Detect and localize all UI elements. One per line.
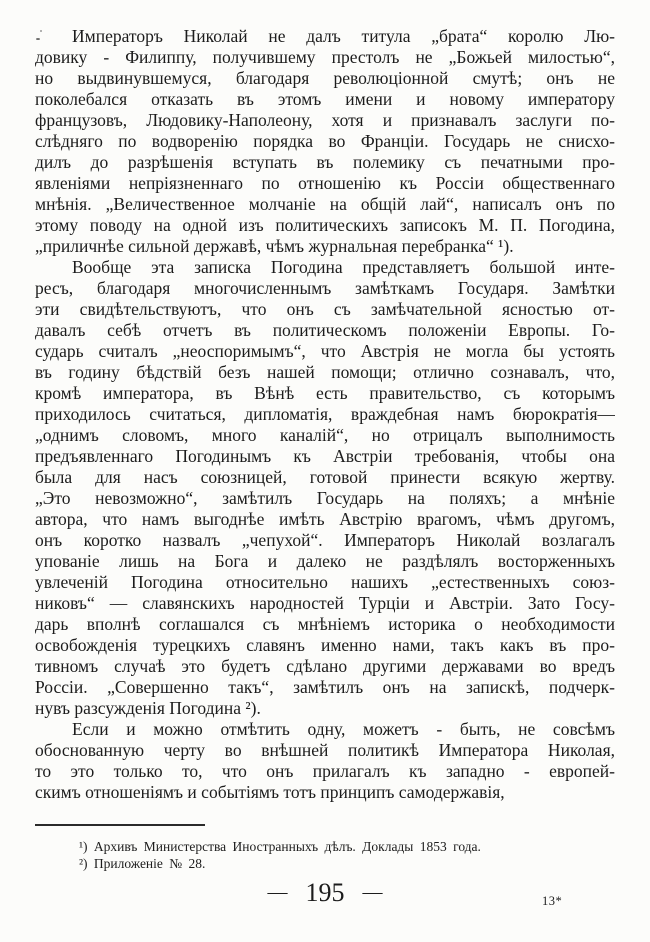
text-line: тивномъ случаѣ это будетъ сдѣлано другими державами во вредъ	[35, 656, 615, 676]
text-line: кромѣ императора, въ Вѣнѣ есть правительство, съ которымъ	[35, 383, 615, 403]
text-line: „приличнѣе сильной державѣ, чѣмъ журнальная перебранка“ ¹).	[35, 236, 514, 256]
text-line: Россіи. „Совершенно такъ“, замѣтилъ онъ на запискѣ, подчерк-	[35, 677, 615, 697]
text-line: освобожденія турецкихъ славянъ именно нами, такъ какъ въ про-	[35, 635, 615, 655]
text-line: обоснованную черту во внѣшней политикѣ Императора Николая,	[35, 740, 615, 760]
text-line: французовъ, Людовику-Наполеону, хотя и признавалъ заслуги по-	[35, 110, 615, 130]
footer-dash-left: —	[267, 881, 288, 903]
text-line: эти свидѣтельствуютъ, что онъ съ замѣчательной ясностью от-	[35, 299, 615, 319]
text-line: дилъ до разрѣшенія вступать въ полемику съ печатными про-	[35, 152, 615, 172]
text-line: давалъ себѣ отчетъ въ политическомъ положеніи Европы. Го-	[35, 320, 615, 340]
text-line: предъявленнаго Погодинымъ къ Австріи требованія, чтобы она	[35, 446, 615, 466]
text-line: увлеченій Погодина относительно нашихъ „естественныхъ союз-	[35, 572, 615, 592]
text-line: „Это невозможно“, замѣтилъ Государь на поляхъ; а мнѣніе	[35, 488, 615, 508]
text-block	[35, 26, 615, 803]
text-line: автора, что намъ выгоднѣе имѣть Австрію врагомъ, чѣмъ другомъ,	[35, 509, 615, 529]
text-line: поколебался отказать въ этомъ имени и новому императору	[35, 89, 615, 109]
text-line: сударь считалъ „неоспоримымъ“, что Австрія не могла бы устоять	[35, 341, 615, 361]
text-line: Вообще эта записка Погодина представляетъ большой инте-	[72, 257, 615, 277]
text-line: въ годину бѣдствій безъ нашей помощи; отлично сознавалъ, что,	[35, 362, 615, 382]
text-line: приходилось считаться, дипломатія, враждебная намъ бюрократія—	[35, 404, 615, 424]
text-line: скимъ отношеніямъ и событіямъ тотъ принципъ самодержавія,	[35, 782, 505, 802]
text-line: мнѣнія. „Величественное молчаніе на общій лай“, написалъ онъ по	[35, 194, 615, 214]
page-footer	[35, 880, 615, 906]
text-line: довику - Филиппу, получившему престолъ не „Божьей милостью“,	[35, 47, 615, 67]
page-number: 195	[305, 878, 345, 907]
text-line: слѣдняго по водворенію порядка во Франціи. Государь не снисхо-	[35, 131, 615, 151]
text-line: ресъ, благодаря многочисленнымъ замѣткамъ Государя. Замѣтки	[35, 278, 615, 298]
text-line: дарь вполнѣ соглашался съ мнѣніемъ историка о необходимости	[35, 614, 615, 634]
footer-dash-right: —	[362, 881, 383, 903]
text-line: этому поводу на одной изъ политическихъ записокъ М. П. Погодина,	[35, 215, 615, 235]
text-line: то это только то, что онъ прилагалъ къ западно - европей-	[35, 761, 615, 781]
text-line: онъ коротко назвалъ „чепухой“. Императоръ Николай возлагалъ	[35, 530, 615, 550]
footnote-rule	[35, 824, 205, 826]
text-line: никовъ“ — славянскихъ народностей Турціи и Австріи. Зато Госу-	[35, 593, 615, 613]
text-line: „однимъ словомъ, много каналій“, но отрицалъ выполнимость	[35, 425, 615, 445]
text-line: Если и можно отмѣтить одну, можетъ - быть, не совсѣмъ	[72, 719, 615, 739]
text-line: явленіями непріязненнаго по отношенію къ Россіи общественнаго	[35, 173, 615, 193]
text-line: Императоръ Николай не далъ титула „брата“ королю Лю-	[72, 26, 615, 46]
footnotes-block	[35, 838, 615, 872]
text-line: была для насъ союзницей, готовой принести всякую жертву.	[35, 467, 615, 487]
footnote-item: ²) Приложеніе № 28.	[79, 856, 206, 871]
text-line: нувъ разсужденія Погодина ²).	[35, 698, 261, 718]
text-line: но выдвинувшемуся, благодаря революціонной смутѣ; онъ не	[35, 68, 615, 88]
footnote-item: ¹) Архивъ Министерства Иностранныхъ дѣлъ. Доклады 1853 года.	[79, 839, 481, 854]
text-line: упованіе лишь на Бога и далеко не раздѣлялъ восторженныхъ	[35, 551, 615, 571]
signature-mark: 13*	[542, 894, 563, 908]
